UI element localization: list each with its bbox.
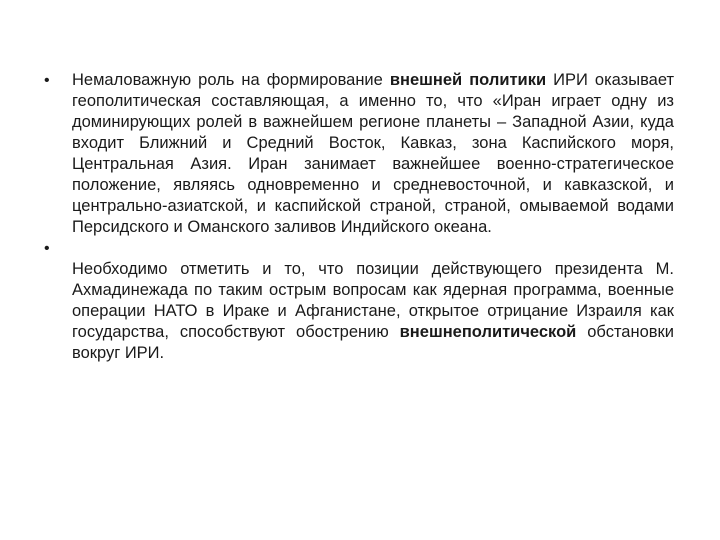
bullet-dot-icon: •: [44, 240, 50, 257]
bullet-dot-icon: •: [44, 72, 50, 89]
bullet-item-1: [44, 70, 674, 238]
bullet-1-text-part2: ИРИ оказывает геополитическая составляющая, а именно то, что «Иран играет одну из доминирующих ролей в важнейшем регионе планеты – Западной Азии, куда входит Ближний и Средний Восток, Кавказ, зона Каспийского моря, Центральная Азия. Иран занимает важнейшее военно-стратегическое положение, являясь одновременно и средневосточной, и кавказской, и центрально-азиатской, и каспийской страной, страной, омываемой водами Персидского и Оманского заливов Индийского океана.: [72, 71, 675, 236]
bullet-empty-line: [72, 238, 674, 259]
bullet-2-text-part2: обстановки вокруг ИРИ.: [72, 323, 674, 362]
bullet-2-bold-term: внешнеполитической: [399, 323, 577, 341]
bullet-2-text-part1: Необходимо отметить и то, что позиции действующего президента М. Ахмадинежада по таким острым вопросам как ядерная программа, военные операции НАТО в Ираке и Афганистане, открытое отрицание Израиля как государства, способствуют обострению: [72, 260, 674, 341]
bullet-1-text-part1: Немаловажную роль на формирование: [72, 71, 390, 89]
bullet-item-2: [44, 238, 674, 364]
bullet-text-1: [72, 70, 674, 238]
bullet-1-bold-term: внешней политики: [389, 71, 547, 89]
bullet-text-2: [72, 259, 674, 364]
slide-content: [44, 70, 674, 364]
